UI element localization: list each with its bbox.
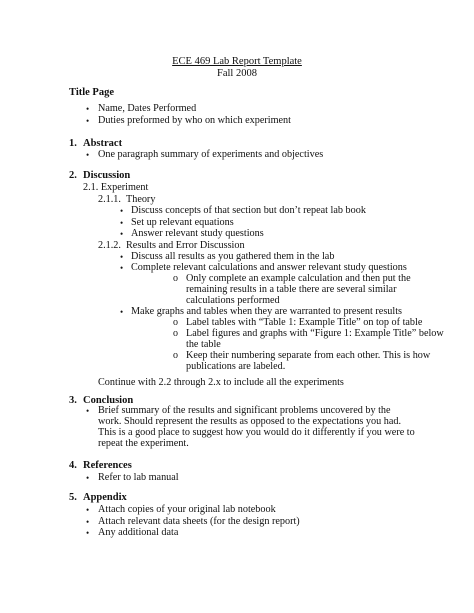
list-item: One paragraph summary of experiments and objectives [98,149,324,160]
section-number: 1. [69,138,77,149]
bullet-icon: • [86,528,90,538]
section-number: 3. [69,395,77,406]
section-number: 2. [69,170,77,181]
subsubsection-number: 2.1.2. [98,240,121,251]
paragraph-line: This is a good place to suggest how you would do it differently if you were to [98,427,415,438]
bullet-icon: • [86,473,90,483]
paragraph-line: Brief summary of the results and significant problems uncovered by the [98,405,391,416]
conclusion-heading: Conclusion [83,395,134,406]
sub-bullet-icon: o [173,317,178,328]
list-item: Keep their numbering separate from each other. This is how [186,350,431,361]
bullet-icon: • [120,229,124,239]
title-page-heading: Title Page [69,87,115,98]
list-item: Any additional data [98,527,179,538]
document-subtitle: Fall 2008 [217,68,257,79]
list-item: Duties preformed by who on which experiment [98,115,291,126]
bullet-icon: • [120,218,124,228]
theory-heading: Theory [126,194,156,205]
sub-bullet-icon: o [173,273,178,284]
bullet-icon: • [86,406,90,416]
document-title: ECE 469 Lab Report Template [172,56,302,67]
list-item: Label figures and graphs with “Figure 1: Example Title” below [186,328,444,339]
bullet-icon: • [86,104,90,114]
bullet-icon: • [120,307,124,317]
list-item: Refer to lab manual [98,472,179,483]
bullet-icon: • [86,517,90,527]
bullet-icon: • [86,150,90,160]
bullet-icon: • [86,116,90,126]
list-item: Answer relevant study questions [131,228,264,239]
list-item: Make graphs and tables when they are warranted to present results [131,306,403,317]
list-item-continued: remaining results in a table there are several similar [186,284,397,295]
list-item: Set up relevant equations [131,217,234,228]
list-item: Label tables with “Table 1: Example Title” on top of table [186,317,423,328]
list-item: Name, Dates Performed [98,103,197,114]
paragraph-line: repeat the experiment. [98,438,189,449]
abstract-heading: Abstract [83,138,123,149]
list-item: Discuss concepts of that section but don’t repeat lab book [131,205,366,216]
list-item-continued: calculations performed [186,295,280,306]
results-heading: Results and Error Discussion [126,240,245,251]
section-number: 4. [69,460,77,471]
list-item: Complete relevant calculations and answer relevant study questions [131,262,407,273]
sub-bullet-icon: o [173,350,178,361]
subsection-heading: 2.1. Experiment [83,182,149,193]
list-item: Attach copies of your original lab notebook [98,504,276,515]
subsubsection-number: 2.1.1. [98,194,121,205]
references-heading: References [83,460,132,471]
bullet-icon: • [86,505,90,515]
appendix-heading: Appendix [83,492,127,503]
section-number: 5. [69,492,77,503]
list-item-continued: publications are labeled. [186,361,286,372]
sub-bullet-icon: o [173,328,178,339]
list-item: Attach relevant data sheets (for the design report) [98,516,300,527]
list-item: Discuss all results as you gathered them in the lab [131,251,335,262]
discussion-heading: Discussion [83,170,131,181]
bullet-icon: • [120,206,124,216]
paragraph-line: work. Should represent the results as opposed to the expectations you had. [98,416,402,427]
list-item-continued: the table [186,339,221,350]
bullet-icon: • [120,263,124,273]
list-item: Only complete an example calculation and then put the [186,273,411,284]
continue-note: Continue with 2.2 through 2.x to include all the experiments [98,377,344,388]
bullet-icon: • [120,252,124,262]
